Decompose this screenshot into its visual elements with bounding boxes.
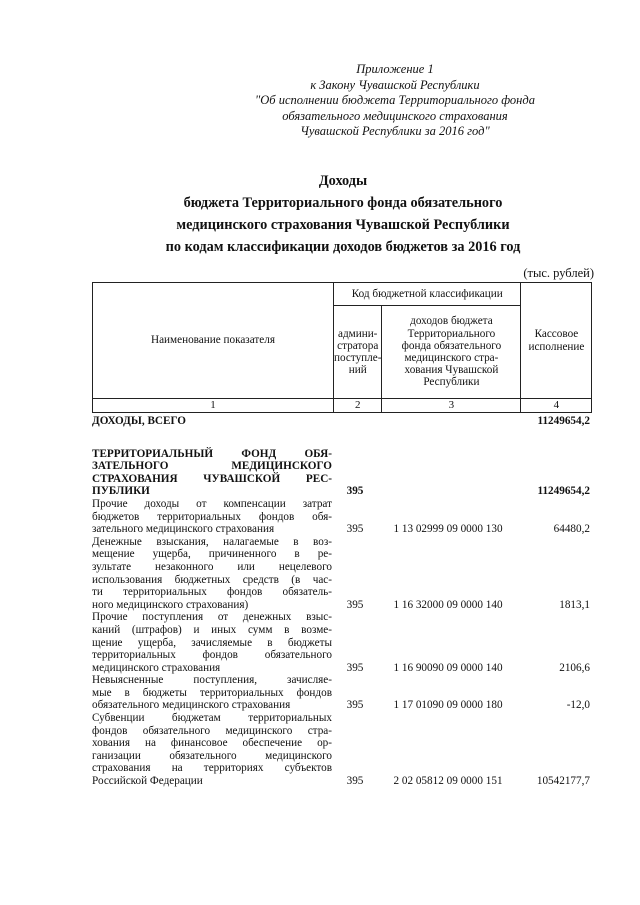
row-name: [92, 498, 332, 536]
annex-line: обязательного медицинского страхования: [282, 108, 508, 123]
row-name-line: бюджетов территориальных фондов обя-: [92, 510, 332, 523]
table-row: [92, 415, 590, 428]
header-code-group-text: Код бюджетной классификации: [351, 287, 503, 300]
header-name: [93, 283, 334, 399]
row-name: [92, 536, 332, 612]
row-name-line: мещение ущерба, причиненного в ре-: [92, 548, 332, 561]
row-admin-code: 395: [346, 699, 364, 712]
header-amount: [521, 283, 592, 399]
row-income-code: 1 17 01090 09 0000 180: [393, 699, 503, 712]
annex-line: к Закону Чувашской Республики: [310, 77, 480, 92]
title-line: по кодам классификации доходов бюджетов за 2016 год: [165, 239, 521, 255]
row-name: [92, 415, 332, 428]
row-name-line: ТЕРРИТОРИАЛЬНЫЙ ФОНД ОБЯ-: [92, 447, 332, 460]
table-row: [92, 536, 590, 612]
table-header: [92, 282, 592, 413]
column-number: 2: [334, 399, 382, 413]
row-name-line: ДОХОДЫ, ВСЕГО: [92, 415, 186, 427]
row-name-line: фондов обязательного медицинского стра-: [92, 724, 332, 737]
row-amount: 64480,2: [553, 523, 590, 536]
row-amount: 11249654,2: [537, 485, 590, 498]
row-name-line: хования на финансовое обеспечение ор-: [92, 737, 332, 750]
row-amount: -12,0: [566, 699, 590, 712]
row-name-line: ганизации обязательного медицинского: [92, 749, 332, 762]
row-name-line: Невыясненные поступления, зачисляе-: [92, 674, 332, 687]
row-admin-code: 395: [346, 775, 364, 788]
row-name-line: ти территориальных фондов обязатель-: [92, 586, 332, 599]
table-row: [92, 611, 590, 674]
row-admin-code: 395: [346, 598, 364, 611]
row-amount: 2106,6: [559, 661, 590, 674]
annex-line: Чувашской Республики за 2016 год": [300, 124, 490, 138]
row-admin-code: 395: [346, 523, 364, 536]
row-name-line: Прочие доходы от компенсации затрат: [92, 497, 332, 510]
row-name-line: каний (штрафов) и иных сумм в возме-: [92, 623, 332, 636]
row-name-line: зательного медицинского страхования: [92, 523, 275, 536]
row-name-line: зультате незаконного или нецелевого: [92, 560, 332, 573]
row-amount: 10542177,7: [536, 775, 590, 788]
row-name-line: территориальных фондов обязательного: [92, 649, 332, 662]
table-row: [92, 674, 590, 712]
column-number: 4: [521, 399, 592, 413]
row-name: [92, 611, 332, 674]
annex-reference: [200, 62, 590, 140]
header-amount-text: Кассовое исполнение: [528, 328, 585, 353]
row-name-line: Субвенции бюджетам территориальных: [92, 712, 332, 725]
title-line: медицинского страхования Чувашской Республики: [176, 217, 510, 233]
row-name-line: Российской Федерации: [92, 775, 203, 788]
header-income-text: доходов бюджета Территориального фонда обязательного медицинского стра- хования Чувашской Республики: [401, 315, 502, 389]
header-name-text: Наименование показателя: [151, 334, 275, 347]
table-body: [92, 415, 590, 788]
document-title: [92, 170, 594, 258]
row-name: [92, 448, 332, 498]
header-admin: [334, 306, 382, 399]
row-name-line: медицинского страхования: [92, 661, 221, 674]
row-name-line: мые в бюджеты территориальных фондов: [92, 686, 332, 699]
row-name-line: щение ущерба, зачисляемые в бюджеты: [92, 636, 332, 649]
row-amount: 1813,1: [559, 598, 590, 611]
header-admin-text: админи- стратора поступле- ний: [334, 327, 382, 377]
row-name-line: Денежные взыскания, налагаемые в воз-: [92, 535, 332, 548]
row-name-line: страхования на территориях субъектов: [92, 762, 332, 775]
row-name-line: ного медицинского страхования): [92, 598, 249, 611]
table-row: [92, 448, 590, 498]
row-name-line: Прочие поступления от денежных взыс-: [92, 611, 332, 624]
row-income-code: 1 13 02999 09 0000 130: [393, 523, 503, 536]
annex-line: Приложение 1: [356, 62, 434, 76]
units-label: (тыс. рублей): [523, 266, 594, 280]
column-number: 1: [93, 399, 334, 413]
row-income-code: 2 02 05812 09 0000 151: [393, 775, 503, 788]
row-amount: 11249654,2: [537, 415, 590, 427]
row-name: [92, 712, 332, 788]
row-name-line: СТРАХОВАНИЯ ЧУВАШСКОЙ РЕС-: [92, 472, 332, 485]
row-name-line: ЗАТЕЛЬНОГО МЕДИЦИНСКОГО: [92, 460, 332, 473]
row-admin-code: 395: [346, 485, 364, 498]
column-number: 3: [382, 399, 521, 413]
row-name-line: обязательного медицинского страхования: [92, 699, 291, 712]
row-name-line: использования бюджетных средств (в час-: [92, 573, 332, 586]
table-row: [92, 498, 590, 536]
row-admin-code: 395: [346, 661, 364, 674]
row-income-code: 1 16 90090 09 0000 140: [393, 661, 503, 674]
annex-line: "Об исполнении бюджета Территориального фонда: [255, 93, 535, 107]
row-name: [92, 674, 332, 712]
table-row: [92, 712, 590, 788]
row-name-line: ПУБЛИКИ: [92, 485, 150, 498]
row-income-code: 1 16 32000 09 0000 140: [393, 598, 503, 611]
header-income: [382, 306, 521, 399]
title-line: бюджета Территориального фонда обязательного: [183, 195, 503, 211]
header-code-group: [334, 283, 521, 306]
title-line: Доходы: [318, 173, 368, 189]
